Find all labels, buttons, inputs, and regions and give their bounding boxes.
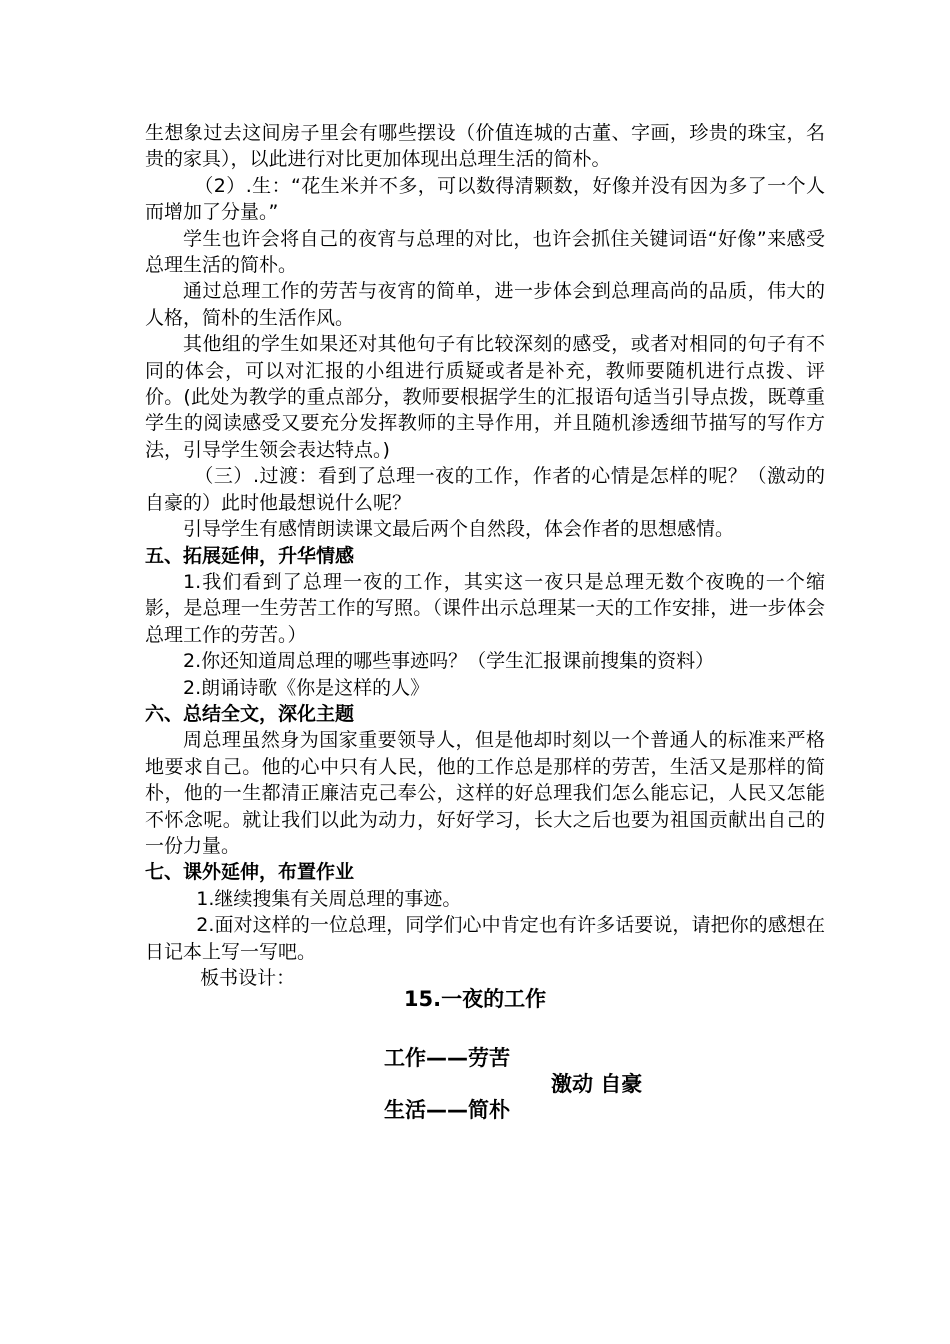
board-feeling-line: 激动 自豪 xyxy=(551,1072,643,1096)
paragraph-other-groups: 其他组的学生如果还对其他句子有比较深刻的感受，或者对相同的句子有不同的体会，可以对汇报的小组进行质疑或者是补充，教师要随机进行点拨、评价。(此处为教学的重点部分，教师要根据学生的汇报语句适当引导点拨，既尊重学生的阅读感受又要充分发挥教师的主导作用，并且随机渗透细节描写的写作方法，引导学生领会表达特点。) xyxy=(145,333,825,461)
section-5-item-3: 2.朗诵诗歌《你是这样的人》 xyxy=(183,676,430,699)
section-5-item-1: 1.我们看到了总理一夜的工作，其实这一夜只是总理无数个夜晚的一个缩影，是总理一生劳苦工作的写照。（课件出示总理某一天的工作安排，进一步体会总理工作的劳苦。） xyxy=(145,570,825,646)
section-5-item-2: 2.你还知道周总理的哪些事迹吗？（学生汇报课前搜集的资料） xyxy=(183,650,715,673)
paragraph-quality: 通过总理工作的劳苦与夜宵的简单，进一步体会到总理高尚的品质，伟大的人格，简朴的生活作风。 xyxy=(145,280,825,329)
section-7-item-2: 2.面对这样的一位总理，同学们心中肯定也有许多话要说，请把你的感想在日记本上写一写吧。 xyxy=(145,914,825,963)
paragraph-imagine: 生想象过去这间房子里会有哪些摆设（价值连城的古董、字画，珍贵的珠宝，名贵的家具），以此进行对比更加体现出总理生活的简朴。 xyxy=(145,122,825,171)
section-5-heading: 五、拓展延伸，升华情感 xyxy=(145,544,355,567)
paragraph-transition: （三）.过渡：看到了总理一夜的工作，作者的心情是怎样的呢？（激动的自豪的）此时他最想说什么呢？ xyxy=(145,465,825,514)
board-design-label: 板书设计： xyxy=(200,967,296,989)
board-work-line: 工作——劳苦 xyxy=(384,1046,510,1070)
section-7-item-1: 1.继续搜集有关周总理的事迹。 xyxy=(196,887,462,910)
document-body xyxy=(145,120,825,991)
paragraph-student-answer: （2）.生：“花生米并不多，可以数得清颗数，好像并没有因为多了一个人而增加了分量。” xyxy=(145,174,825,224)
board-title: 15.一夜的工作 xyxy=(403,987,547,1011)
board-life-line: 生活——简朴 xyxy=(384,1098,510,1122)
section-6-body: 周总理虽然身为国家重要领导人，但是他却时刻以一个普通人的标准来严格地要求自己。他的心中只有人民，他的工作总是那样的劳苦，生活又是那样的简朴，他的一生都清正廉洁克己奉公，这样的好总理我们怎么能忘记，人民又怎能不怀念呢。就让我们以此为动力，好好学习，长大之后也要为祖国贡献出自己的一份力量。 xyxy=(145,729,825,857)
section-6-heading: 六、总结全文，深化主题 xyxy=(145,702,355,725)
paragraph-guide-reading: 引导学生有感情朗读课文最后两个自然段，体会作者的思想感情。 xyxy=(183,518,735,541)
section-7-heading: 七、课外延伸，布置作业 xyxy=(145,861,355,884)
paragraph-compare: 学生也许会将自己的夜宵与总理的对比，也许会抓住关键词语“好像”来感受总理生活的简朴。 xyxy=(145,227,825,277)
